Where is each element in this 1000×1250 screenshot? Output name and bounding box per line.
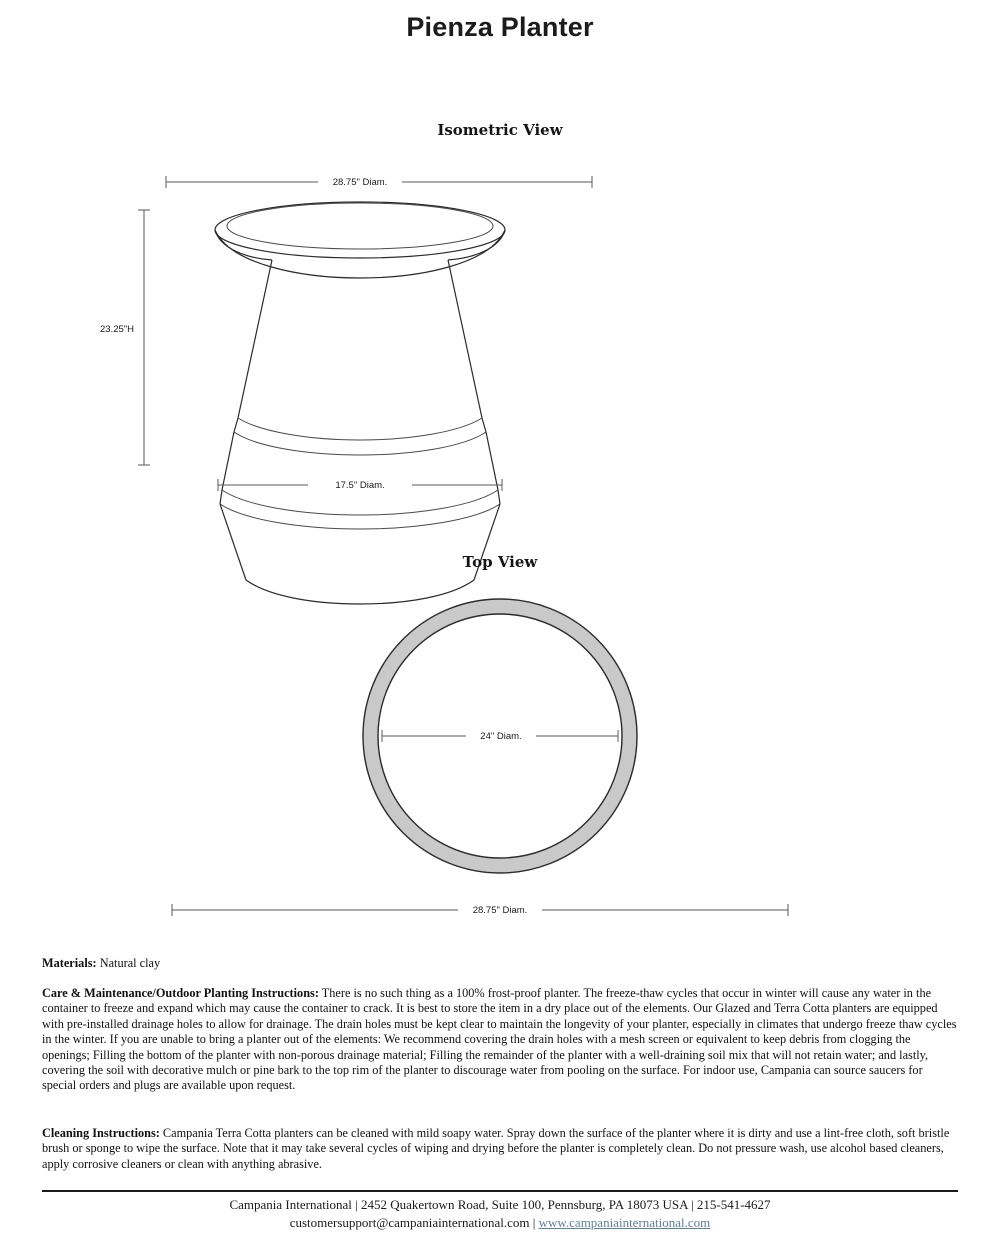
iso-top-diameter-label: 28.75" Diam.	[332, 177, 388, 188]
cleaning-instructions-block	[42, 1126, 958, 1172]
materials-paragraph	[42, 956, 958, 971]
footer-separator: |	[529, 1215, 539, 1230]
isometric-view-heading: Isometric View	[437, 121, 563, 139]
footer	[0, 1196, 1000, 1232]
planter-isometric-illustration	[215, 202, 505, 604]
iso-base-dimension	[218, 479, 502, 491]
footer-email: customersupport@campaniainternational.com	[289, 1215, 530, 1230]
top-outer-diameter-label: 28.75" Diam.	[472, 905, 528, 916]
materials-label: Materials:	[42, 956, 97, 970]
iso-base-diameter-label: 17.5" Diam.	[335, 480, 385, 491]
footer-divider	[42, 1190, 958, 1192]
top-view-heading: Top View	[462, 553, 538, 571]
cleaning-label: Cleaning Instructions:	[42, 1126, 160, 1140]
cleaning-paragraph	[42, 1126, 958, 1172]
materials-block	[42, 956, 958, 971]
materials-value: Natural clay	[96, 956, 161, 970]
footer-address-line: Campania International | 2452 Quakertown Road, Suite 100, Pennsburg, PA 18073 USA | 215-541-4627	[229, 1197, 771, 1212]
top-outer-dimension	[172, 904, 788, 916]
iso-height-label: 23.25"H	[99, 324, 134, 335]
iso-height-dimension	[100, 210, 150, 465]
footer-website-link[interactable]: www.campaniainternational.com	[538, 1215, 711, 1230]
care-label: Care & Maintenance/Outdoor Planting Instructions:	[42, 986, 319, 1000]
isometric-view-drawing	[0, 160, 1000, 505]
care-value: There is no such thing as a 100% frost-proof planter. The freeze-thaw cycles that occur in winter will cause any water in the container to freeze and expand which may cause the container to crack. It is best to store the item in a dry place out of the elements. Our Glazed and Terra Cotta planters are equipped with pre-installed drainage holes to allow for drainage. The drain holes must be kept clear to maintain the longevity of your planter, especially in climates that undergo freeze thaw cycles in the winter. If you are unable to bring a planter out of the elements: We recommend covering the drain holes with a mesh screen or equivalent to keep debris from clogging the openings; Filling the bottom of the planter with non-porous drainage material; Filling the remainder of the planter with a well-draining soil mix that will not retain water; and lastly, covering the soil with decorative mulch or pine bark to the top rim of the planter to discourage water from pooling on the surface. For indoor use, Campania can source saucers for special orders and plugs are available upon request.	[42, 986, 957, 1093]
cleaning-value: Campania Terra Cotta planters can be cleaned with mild soapy water. Spray down the surface of the planter where it is dirty and use a lint-free cloth, soft bristle brush or sponge to wipe the surface. Note that it may take several cycles of wiping and drying before the planter is completely clean. Do not pressure wash, use alcohol based cleaners, apply corrosive cleaners or clean with anything abrasive.	[42, 1126, 950, 1171]
top-view-drawing	[0, 595, 1000, 925]
iso-top-dimension	[166, 176, 592, 188]
care-paragraph	[42, 986, 958, 1094]
top-inner-diameter-label: 24" Diam.	[480, 731, 522, 742]
footer-contact-line	[0, 1214, 1000, 1232]
care-maintenance-block	[42, 986, 958, 1094]
page-title: Pienza Planter	[406, 12, 594, 42]
